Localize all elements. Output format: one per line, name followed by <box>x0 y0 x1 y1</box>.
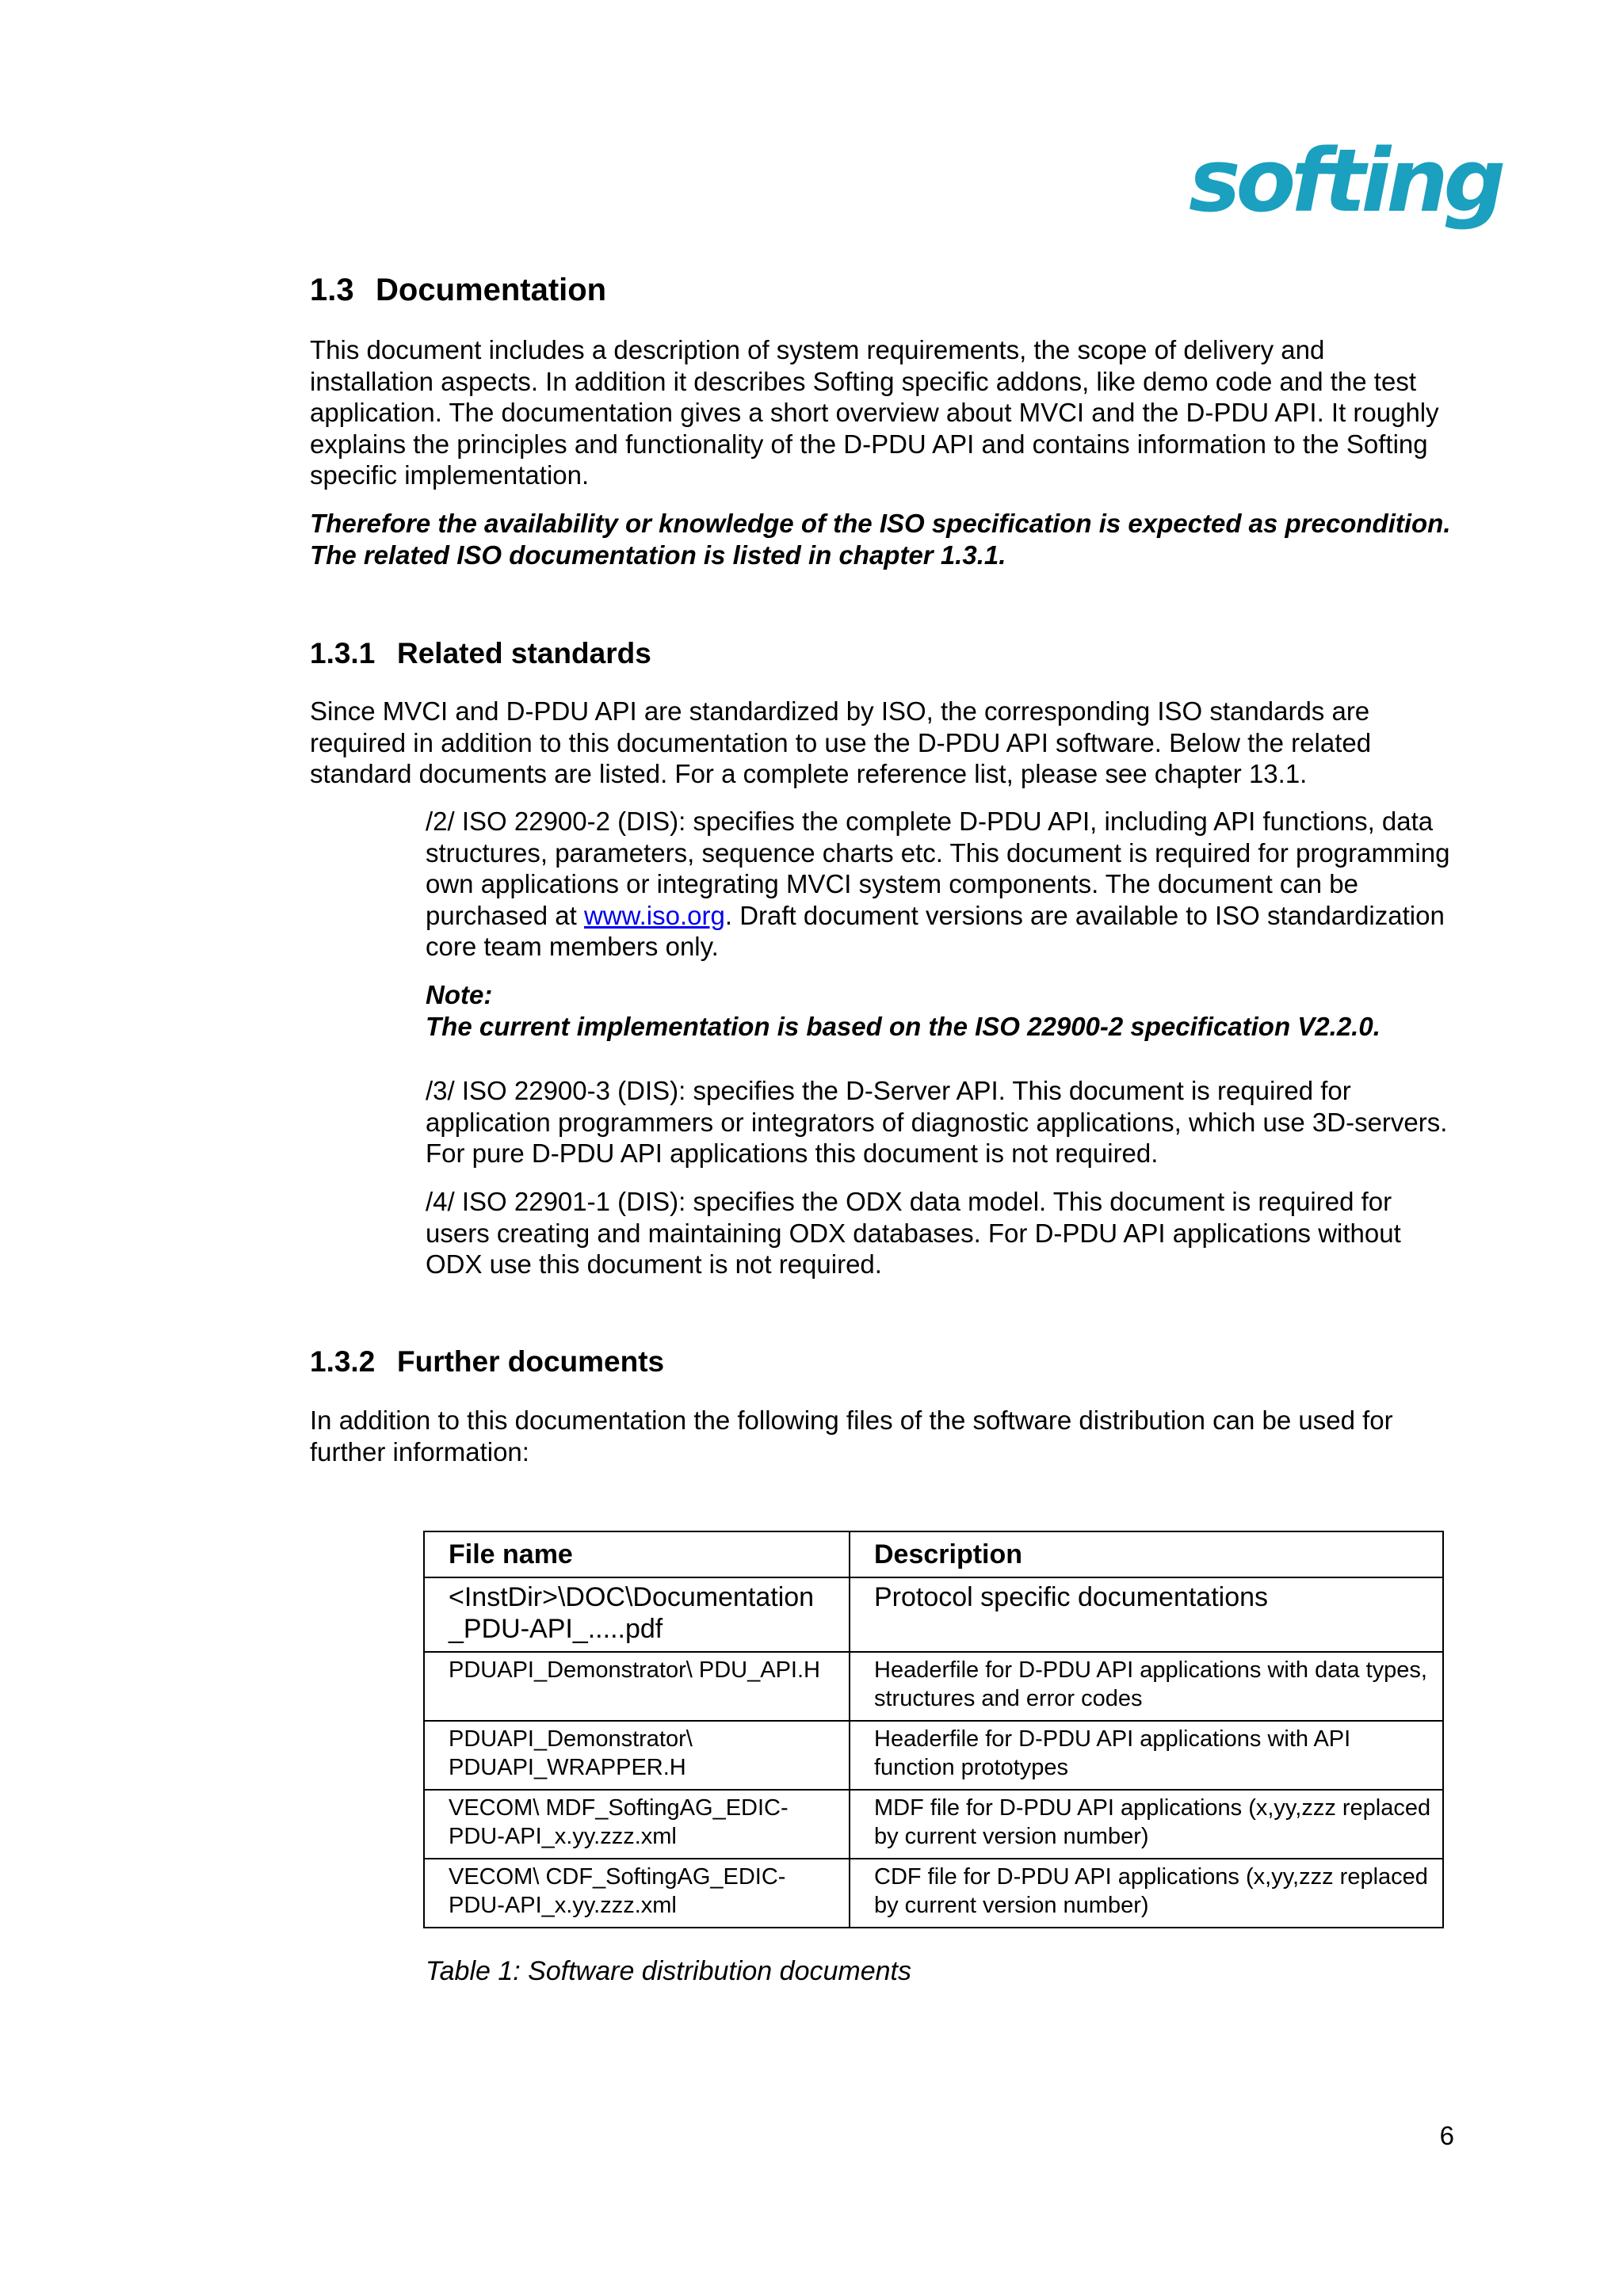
section-title: Related standards <box>397 637 651 669</box>
file-name-cell: <InstDir>\DOC\Documentation _PDU-API_.....pdf <box>424 1577 850 1652</box>
table-caption: Table 1: Software distribution documents <box>426 1956 911 1986</box>
description-cell: CDF file for D-PDU API applications (x,yy,zzz replaced by current version number) <box>850 1859 1443 1928</box>
table-row <box>424 1577 1443 1652</box>
note-text: The current implementation is based on the ISO 22900-2 specification V2.2.0. <box>426 1012 1381 1041</box>
reference-iso-22900-3: /3/ ISO 22900-3 (DIS): specifies the D-Server API. This document is required for application programmers or integrators of diagnostic applications, which use 3D-servers. For pure D-PDU API applications this document is not required. <box>426 1076 1448 1168</box>
page-number: 6 <box>1439 2121 1454 2150</box>
section-heading-1-3 <box>310 271 606 309</box>
related-standards-intro: Since MVCI and D-PDU API are standardized by ISO, the corresponding ISO standards are required in addition to this documentation to use the D-PDU API software. Below the related standard documents are listed. For a complete reference list, please see chapter 13.1. <box>310 696 1372 788</box>
precondition-paragraph: Therefore the availability or knowledge of the ISO specification is expected as precondition. The related ISO documentation is listed in chapter 1.3.1. <box>310 509 1451 570</box>
section-heading-1-3-1 <box>310 636 651 671</box>
file-name-cell: PDUAPI_Demonstrator\ PDU_API.H <box>424 1652 850 1721</box>
documentation-paragraph: This document includes a description of system requirements, the scope of delivery and installation aspects. In addition it describes Softing specific addons, like demo code and the test application. The documentation gives a short overview about MVCI and the D-PDU API. It roughly explains the principles and functionality of the D-PDU API and contains information to the Softing specific implementation. <box>310 335 1439 490</box>
table-row <box>424 1859 1443 1928</box>
section-number: 1.3.2 <box>310 1345 376 1378</box>
reference-iso-22900-2 <box>426 806 1456 963</box>
table-row <box>424 1721 1443 1790</box>
description-cell: Headerfile for D-PDU API applications with data types, structures and error codes <box>850 1652 1443 1721</box>
section-number: 1.3.1 <box>310 637 376 669</box>
softing-logo <box>1189 127 1502 235</box>
file-name-cell: PDUAPI_Demonstrator\ PDUAPI_WRAPPER.H <box>424 1721 850 1790</box>
reference-iso-22901-1: /4/ ISO 22901-1 (DIS): specifies the ODX data model. This document is required for users creating and maintaining ODX databases. For D-PDU API applications without ODX use this document is not required. <box>426 1187 1401 1279</box>
iso-org-link[interactable]: www.iso.org <box>583 900 725 930</box>
note-label: Note: <box>426 980 493 1009</box>
logo-wordmark: softing <box>1189 130 1502 231</box>
description-cell: Protocol specific documentations <box>850 1577 1443 1652</box>
reference-text: /2/ ISO 22900-2 (DIS): specifies the complete D-PDU API, including API functions, data structures, parameters, sequence charts etc. This document is required for programming own applications or integrating MVCI system components. The document can be purchased at <box>426 807 1450 930</box>
section-number: 1.3 <box>310 273 354 307</box>
description-cell: MDF file for D-PDU API applications (x,yy,zzz replaced by current version number) <box>850 1790 1443 1859</box>
section-title: Further documents <box>397 1345 665 1378</box>
further-documents-intro: In addition to this documentation the following files of the software distribution can be used for further information: <box>310 1405 1393 1466</box>
section-heading-1-3-2 <box>310 1344 664 1379</box>
section-title: Documentation <box>376 273 607 307</box>
table-row <box>424 1790 1443 1859</box>
table-header-row <box>424 1531 1443 1577</box>
description-cell: Headerfile for D-PDU API applications with API function prototypes <box>850 1721 1443 1790</box>
column-header-description: Description <box>850 1531 1443 1577</box>
table-row <box>424 1652 1443 1721</box>
software-distribution-table <box>423 1531 1444 1928</box>
reference-text-end: . Draft document versions are available to ISO standardization core team members only. <box>426 900 1445 961</box>
file-name-cell: VECOM\ CDF_SoftingAG_EDIC-PDU-API_x.yy.zzz.xml <box>424 1859 850 1928</box>
file-name-cell: VECOM\ MDF_SoftingAG_EDIC-PDU-API_x.yy.zzz.xml <box>424 1790 850 1859</box>
column-header-file-name: File name <box>424 1531 850 1577</box>
